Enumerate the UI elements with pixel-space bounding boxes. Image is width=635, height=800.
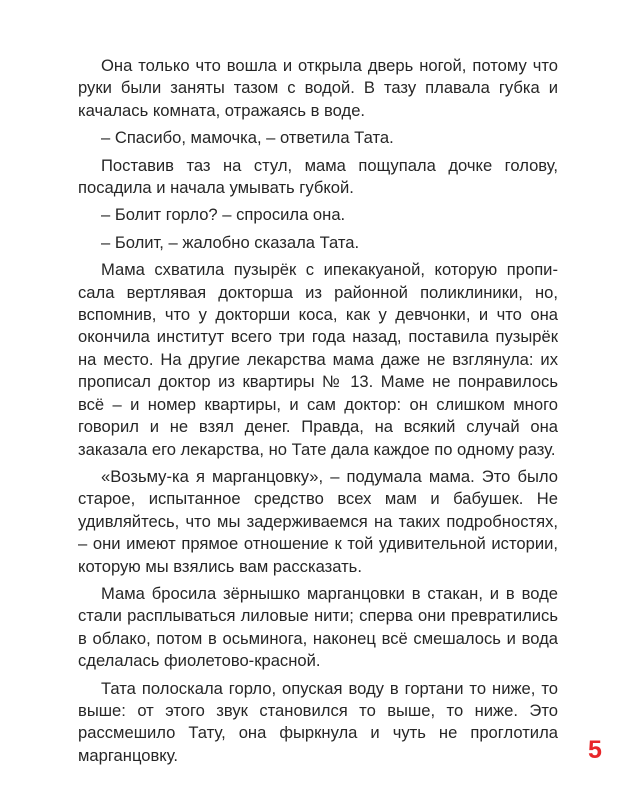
paragraph: – Болит, – жалобно сказала Тата. xyxy=(101,232,360,252)
paragraph: Мама бросила зёрнышко марганцовки в стакан, и в воде стали расплываться лиловые нити; сперва они превратились в облако, потом в осьминога, наконец всё смешалось и вода сделалась фиолетово-красной. xyxy=(78,583,558,671)
page-body xyxy=(78,55,558,772)
paragraph: – Болит горло? – спросила она. xyxy=(101,205,346,225)
paragraph: Поставив таз на стул, мама пощупала дочке голову, посадила и начала умывать губкой. xyxy=(78,155,558,198)
paragraph: «Возьму-ка я марганцовку», – подумала мама. Это было старое, испытанное средство всех мам и бабушек. Не удивляйтесь, что мы задерживаемся на таких подробностях, – они имеют прямое отношение к той удивительной истории, которую мы взялись вам рассказать. xyxy=(78,466,558,576)
paragraph: Тата полоскала горло, опуская воду в гортани то ниже, то выше: от этого звук становился то выше, то ниже. Это рассмешило Тату, она фыркнула и чуть не проглотила марганцовку. xyxy=(78,678,558,765)
page-number: 5 xyxy=(588,736,602,764)
paragraph: Она только что вошла и открыла дверь ногой, потому что руки были заняты тазом с водой. В тазу плавала губка и качалась комната, отражаясь в воде. xyxy=(78,56,558,120)
paragraph: Мама схватила пузырёк с ипекакуаной, которую прописала вертлявая докторша из районной поликлиники, но, вспомнив, что у докторши коса, как у девчонки, и что она окончила институт всего три года назад, поставила пузырёк на место. На другие лекарства мама даже не взглянула: их прописал доктор из квартиры № 13. Маме не понравилось всё – и номер квартиры, и сам доктор: он слишком много говорил и не взял денег. Правда, на всякий случай она заказала его лекарства, но Тате дала каждое по одному разу. xyxy=(78,260,558,459)
paragraph: – Спасибо, мамочка, – ответила Тата. xyxy=(101,128,394,148)
